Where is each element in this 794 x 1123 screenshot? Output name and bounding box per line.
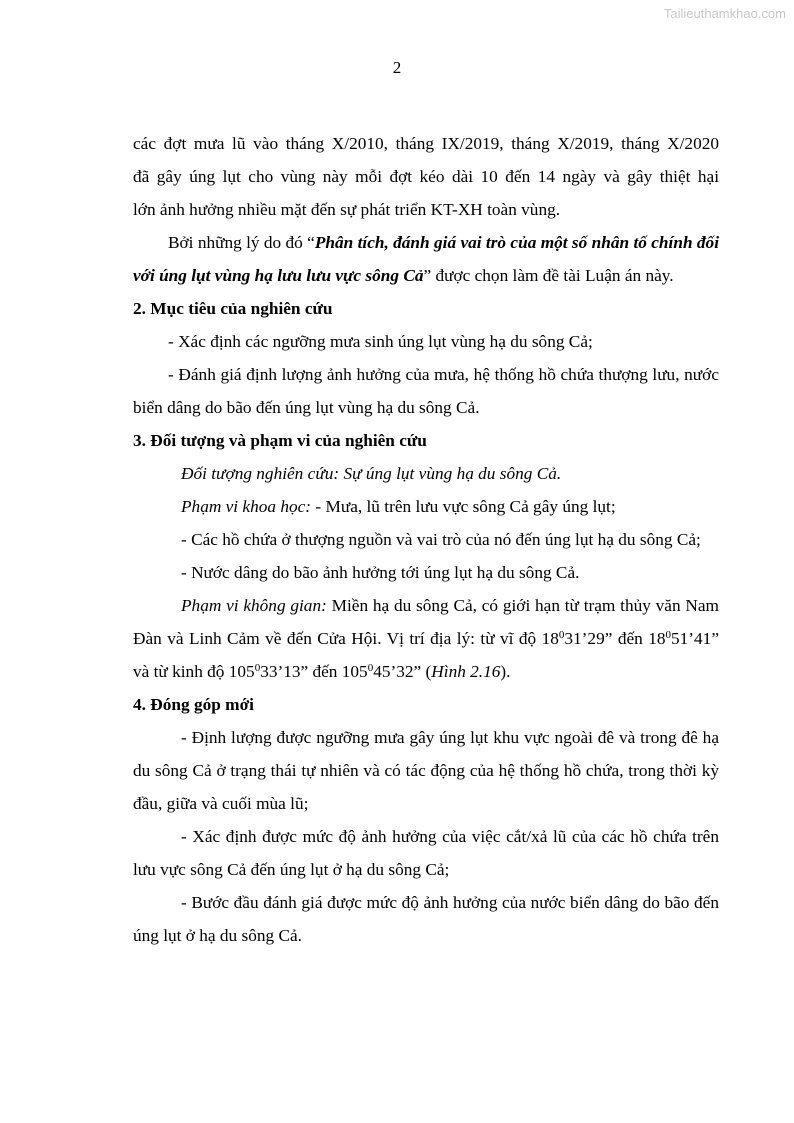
contribution-item-2: - Xác định được mức độ ảnh hưởng của việc cắt/xả lũ của các hồ chứa trên lưu vực sông Cả đến úng lụt ở hạ du sông Cả; — [133, 827, 719, 879]
contribution-item-1: - Định lượng được ngưỡng mưa gây úng lụt khu vực ngoài đê và trong đê hạ du sông Cả ở trạng thái tự nhiên và có tác động của hệ thống hồ chứa, trong thời kỳ đầu, giữa và cuối mùa lũ; — [133, 728, 719, 813]
science-scope — [133, 490, 719, 523]
watermark: Tailieuthamkhao.com — [663, 6, 786, 21]
spatial-scope-text-4: 33’13” đến 105 — [260, 662, 368, 681]
scope-reservoirs: - Các hồ chứa ở thượng nguồn và vai trò của nó đến úng lụt hạ du sông Cả; — [181, 530, 701, 549]
degree-superscript-3: 0 — [254, 662, 261, 674]
section-2-heading: 2. Mục tiêu của nghiên cứu — [133, 299, 333, 318]
science-scope-text: - Mưa, lũ trên lưu vực sông Cả gây úng lụt; — [311, 497, 616, 516]
contribution-item-3: - Bước đầu đánh giá được mức độ ảnh hưởng của nước biển dâng do bão đến úng lụt ở hạ du sông Cả. — [133, 893, 719, 945]
intro-line-2: đã gây úng lụt cho vùng này mỗi đợt kéo dài 10 đến 14 ngày và gây thiệt hại — [133, 167, 719, 186]
thesis-title: Phân tích, đánh giá vai trò của một số nhân tố chính đối với úng lụt vùng hạ lưu lưu vực sông Cả — [133, 233, 719, 285]
spatial-scope-text-3: 51’41” và từ kinh độ 105 — [133, 629, 719, 681]
objective-item-1: - Xác định các ngưỡng mưa sinh úng lụt vùng hạ du sông Cả; — [168, 332, 593, 351]
spatial-scope-text-1: Miền hạ du sông Cả, có giới hạn từ trạm thủy văn Nam Đàn và Linh Cảm về đến Cửa Hội. Vị trí địa lý: từ vĩ độ 18 — [133, 596, 719, 648]
intro-line-1: các đợt mưa lũ vào tháng X/2010, tháng IX/2019, tháng X/2019, tháng X/2020 — [133, 134, 719, 153]
section-4-heading: 4. Đóng góp mới — [133, 695, 254, 714]
degree-superscript-2: 0 — [665, 629, 671, 641]
degree-superscript-1: 0 — [558, 629, 565, 641]
scope-storm-surge: - Nước dâng do bão ảnh hưởng tới úng lụt hạ du sông Cả. — [181, 563, 580, 582]
spatial-scope-text-6: ). — [500, 662, 511, 681]
page-number: 2 — [392, 58, 402, 77]
document-body — [133, 127, 719, 952]
spatial-scope-text-2: 31’29” đến 18 — [564, 629, 666, 648]
degree-superscript-4: 0 — [367, 662, 374, 674]
reason-prefix: Bởi những lý do đó “ — [168, 233, 315, 252]
section-3-heading: 3. Đối tượng và phạm vi của nghiên cứu — [133, 431, 427, 450]
figure-reference: Hình 2.16 — [431, 662, 501, 681]
research-object: Đối tượng nghiên cứu: Sự úng lụt vùng hạ du sông Cả. — [181, 464, 562, 483]
spatial-scope-label: Phạm vi không gian: — [181, 596, 327, 615]
science-scope-label: Phạm vi khoa học: — [181, 497, 312, 516]
spatial-scope-text-5: 45’32” ( — [373, 662, 432, 681]
spatial-scope — [133, 589, 719, 688]
objective-item-2: - Đánh giá định lượng ảnh hưởng của mưa, hệ thống hồ chứa thượng lưu, nước biển dâng do bão đến úng lụt vùng hạ du sông Cả. — [133, 365, 719, 417]
reason-suffix: ” được chọn làm đề tài Luận án này. — [423, 266, 674, 285]
reason-paragraph — [133, 226, 719, 292]
intro-line-3: lớn ảnh hưởng nhiều mặt đến sự phát triển KT-XH toàn vùng. — [133, 200, 561, 219]
